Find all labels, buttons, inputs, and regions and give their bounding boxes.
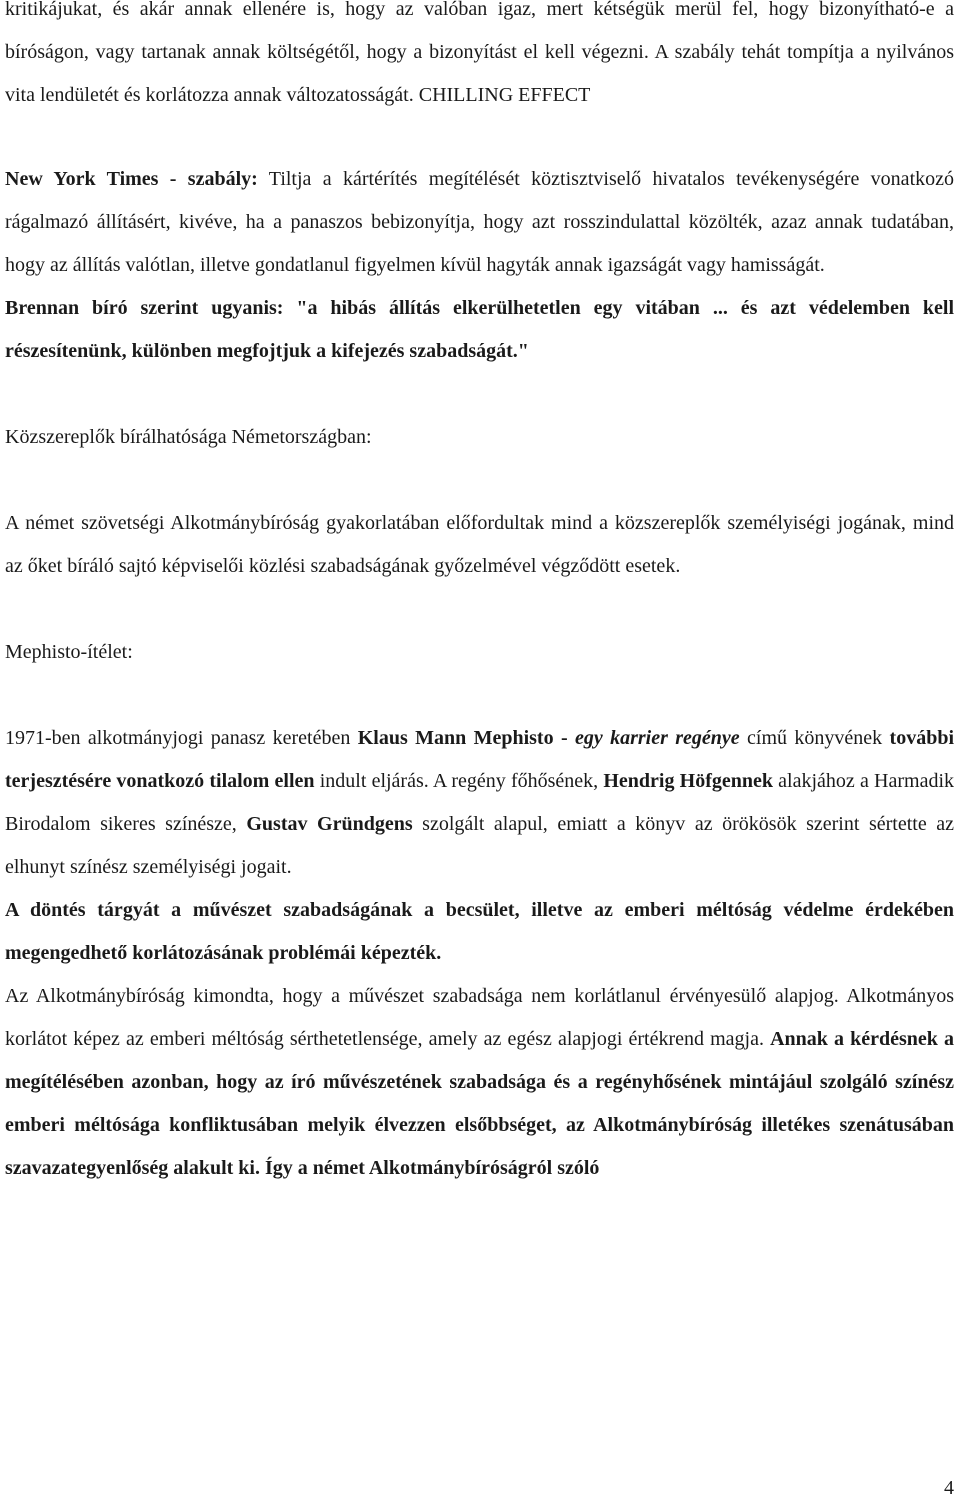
brennan-quote-text: Brennan bíró szerint ugyanis: "a hibás állítás elkerülhetetlen egy vitában ... és azt védelemben kell részesítenünk, különben megfojtjuk a kifejezés szabadságát." [5, 297, 954, 362]
text-run: című könyvének [739, 727, 890, 749]
page-number: 4 [944, 1477, 954, 1499]
decision-subject-text: A döntés tárgyát a művészet szabadságának a becsület, illetve az emberi méltóság védelme érdekében megengedhető korlátozásának problémái képezték. [5, 899, 954, 964]
nyt-rule-lead: New York Times - szabály: [5, 168, 258, 190]
paragraph-court-ruling [5, 975, 954, 1190]
paragraph-chilling-effect [5, 0, 954, 117]
text-run: indult eljárás. A regény főhősének, [314, 770, 604, 792]
paragraph-text: Tiltja a kártérítés megítélését köztisztviselő hivatalos tevékenységére vonatkozó rágalmazó állításért, kivéve, ha a panaszos bebizonyítja, hogy azt rosszindulattal közölték, azaz annak tudatában, hogy az állítás valótlan, illetve gondatlanul figyelmen kívül hagyták annak igazságát vagy hamisságát. [5, 168, 954, 276]
book-author-title: Klaus Mann Mephisto - [357, 727, 575, 749]
paragraph-decision-subject [5, 889, 954, 975]
heading-germany: Közszereplők bírálhatósága Németországban: [5, 426, 372, 448]
ban-phrase: további terjesztésére vonatkozó tilalom ellen [5, 727, 955, 792]
chilling-effect-term: CHILLING EFFECT [418, 84, 591, 106]
text-run: szolgált alapul, emiatt a könyv az örökösök szerint sértette az elhunyt színész személyiségi jogait. [5, 813, 955, 878]
heading-mephisto: Mephisto-ítélet: [5, 641, 133, 663]
paragraph-text: kritikájukat, és akár annak ellenére is, hogy az valóban igaz, mert kétségük merül fel, hogy bizonyítható-e a bíróságon, vagy tartanak annak költségétől, hogy a bizonyítást el kell végezni. A szabály tehát tompítja a nyilvános vita lendületét és korlátozza annak változatosságát. [5, 0, 954, 106]
paragraph-german-court: A német szövetségi Alkotmánybíróság gyakorlatában előfordultak mind a közszereplők személyiségi jogának, mind az őket bíráló sajtó képviselői közlési szabadságának győzelmével végződött esetek. [5, 512, 954, 577]
protagonist-name: Hendrig Höfgennek [603, 770, 773, 792]
paragraph-brennan-quote [5, 287, 954, 373]
ruling-bold-text: Annak a kérdésnek a megítélésében azonban, hogy az író művészetének szabadsága és a regényhősének mintájául szolgáló színész emberi méltósága konfliktusában melyik élvezzen elsőbbséget, az Alkotmánybíróság illetékes szenátusában szavazategyenlőség alakult ki. Így a német Alkotmánybíróságról szóló [5, 1028, 954, 1179]
text-run: Az Alkotmánybíróság kimondta, hogy a művészet szabadsága nem korlátlanul érvényesülő alapjog. Alkotmányos korlátot képez az emberi méltóság sérthetetlensége, amely az egész alapjogi értékrend magja. [5, 985, 954, 1050]
text-run: 1971-ben alkotmányjogi panasz keretében [5, 727, 358, 749]
book-subtitle: egy karrier regénye [574, 727, 740, 749]
paragraph-mephisto-case [5, 717, 954, 889]
text-run: alakjához a Harmadik Birodalom sikeres színésze, [5, 770, 955, 835]
paragraph-nyt-rule [5, 158, 954, 287]
actor-name: Gustav Gründgens [246, 813, 413, 835]
